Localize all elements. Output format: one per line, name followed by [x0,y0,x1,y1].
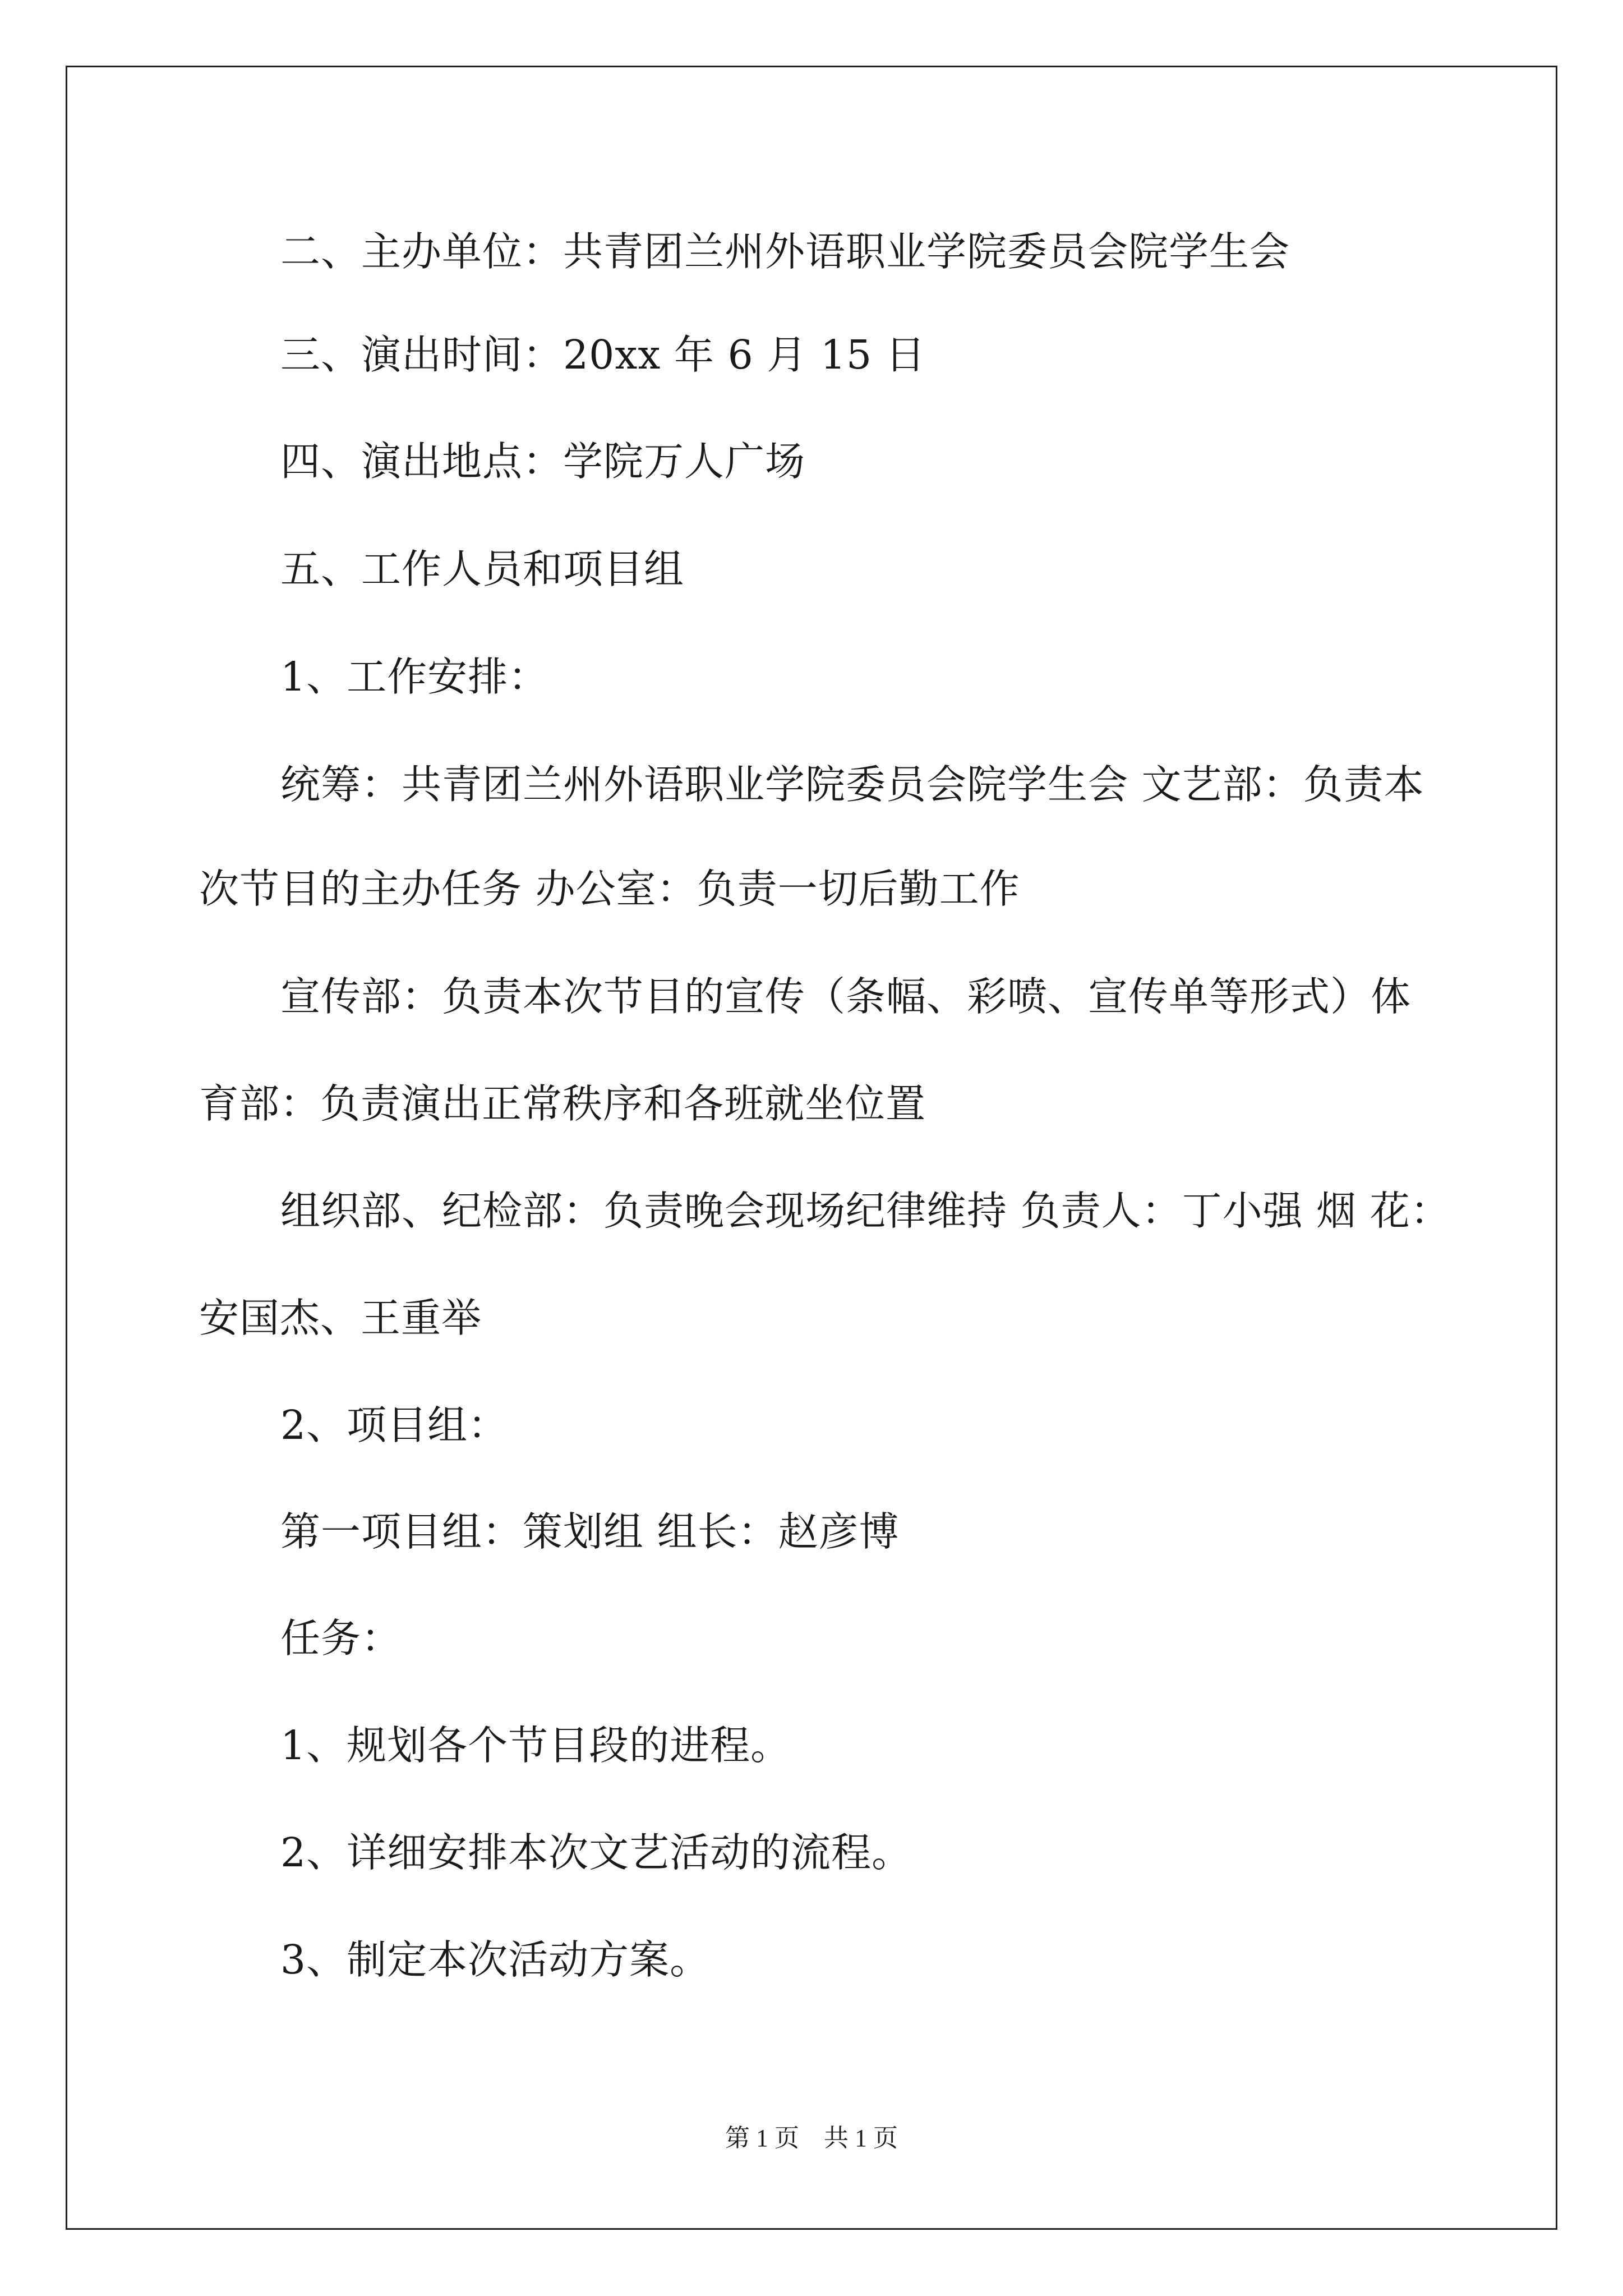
paragraph-line: 2、详细安排本次文艺活动的流程。 [280,1829,912,1876]
paragraph-line: 组织部、纪检部：负责晚会现场纪律维持 负责人：丁小强 烟 花： [280,1188,1451,1234]
paragraph-line: 宣传部：负责本次节目的宣传（条幅、彩喷、宣传单等形式）体 [280,973,1412,1020]
paragraph-line: 二、主办单位：共青团兰州外语职业学院委员会院学生会 [280,228,1290,275]
paragraph-line: 2、项目组： [280,1402,509,1448]
paragraph-line: 育部：负责演出正常秩序和各班就坐位置 [199,1080,926,1127]
paragraph-line: 任务： [280,1615,402,1662]
paragraph-line: 四、演出地点：学院万人广场 [280,438,806,485]
paragraph-line: 三、演出时间：20xx 年 6 月 15 日 [280,332,926,378]
paragraph-line: 次节目的主办任务 办公室：负责一切后勤工作 [199,866,1020,912]
page-footer [0,2126,1623,2151]
paragraph-line: 统筹：共青团兰州外语职业学院委员会院学生会 文艺部：负责本 [280,761,1424,808]
paragraph-line: 五、工作人员和项目组 [280,546,685,592]
paragraph-line: 安国杰、王重举 [199,1295,482,1341]
paragraph-line: 第一项目组：策划组 组长：赵彦博 [280,1508,900,1555]
paragraph-line: 1、规划各个节目段的进程。 [280,1722,791,1769]
paragraph-line: 3、制定本次活动方案。 [280,1936,711,1983]
page-total: 共 1 页 [824,2124,898,2152]
page-number: 第 1 页 [725,2124,799,2152]
paragraph-line: 1、工作安排： [280,654,549,700]
